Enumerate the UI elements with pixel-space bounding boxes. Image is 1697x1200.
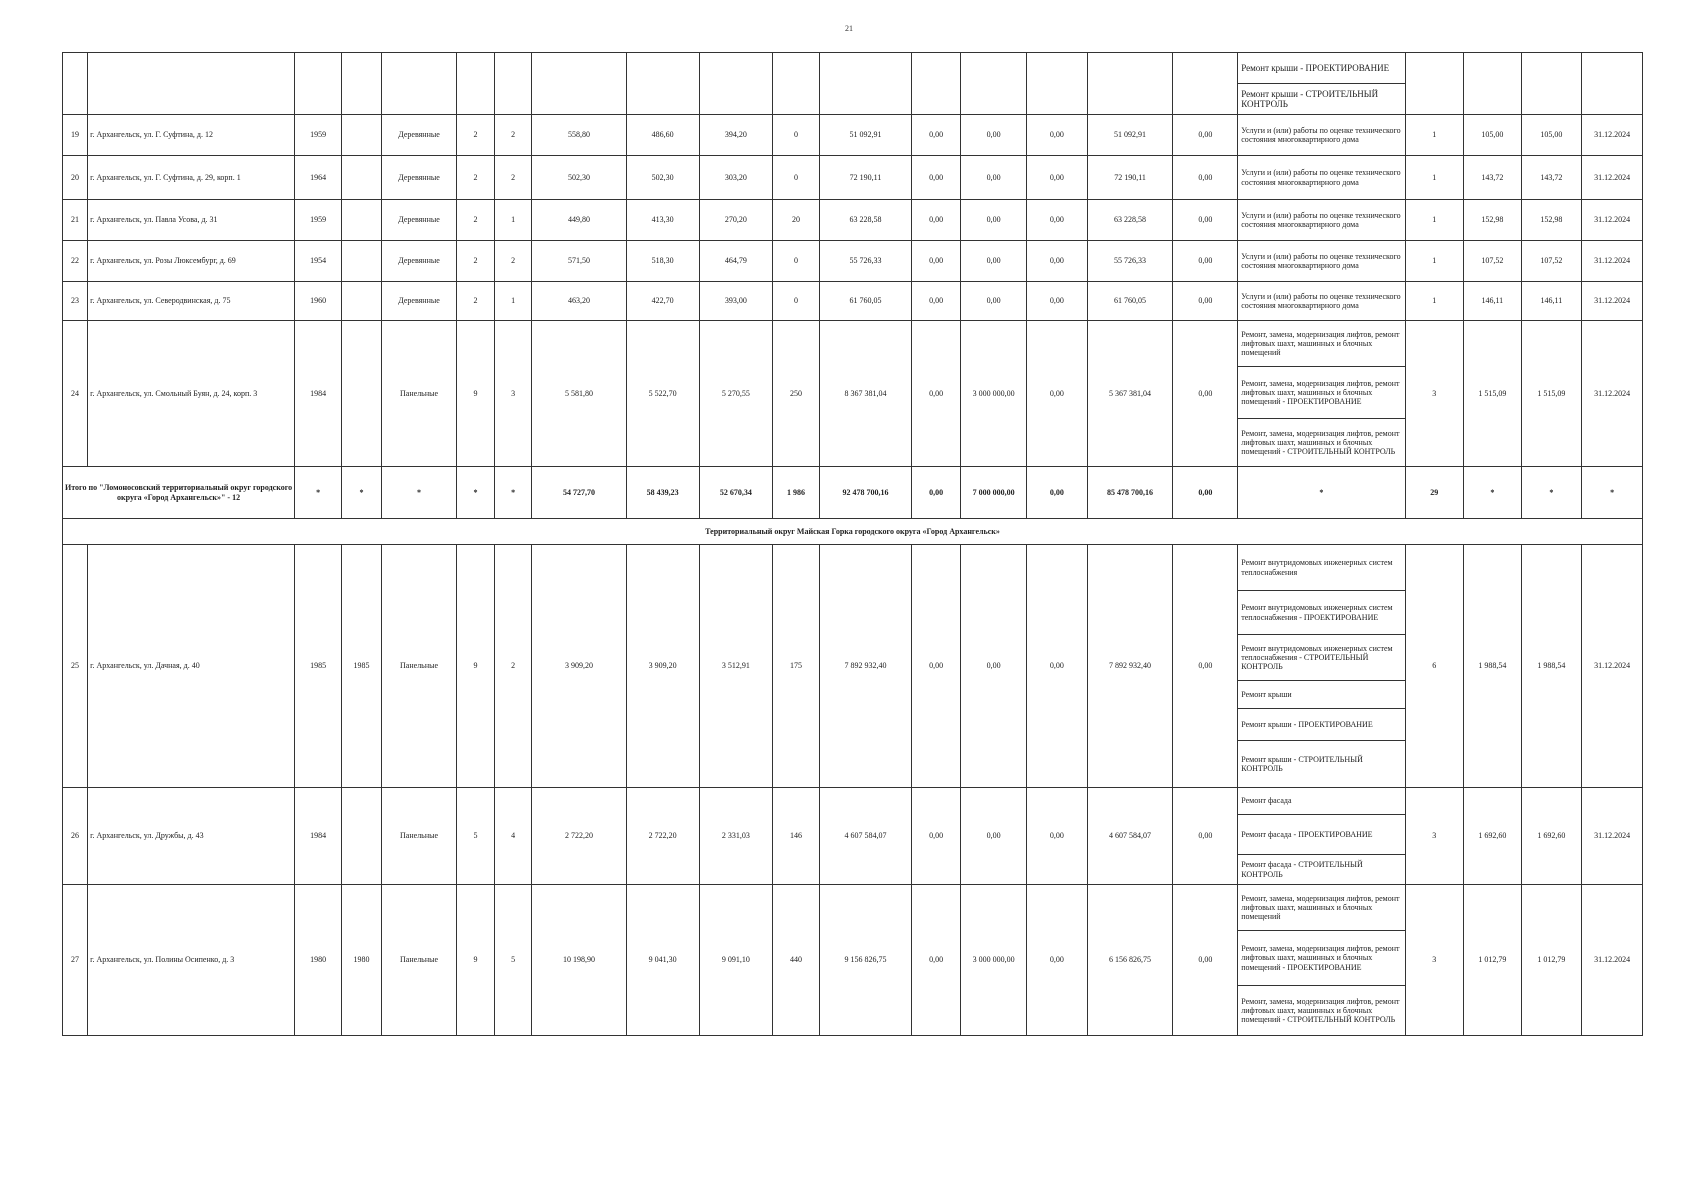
cell-end-date: 31.12.2024 xyxy=(1582,156,1643,200)
cell-limit-cost: 143,72 xyxy=(1521,156,1582,200)
cell-fund-local: 0,00 xyxy=(1027,321,1088,467)
work-item: Ремонт, замена, модернизация лифтов, ремонт лифтовых шахт, машинных и блочных помещений - ПРОЕКТИРОВАНИЕ xyxy=(1238,931,1404,986)
cell-fund-federal: 0,00 xyxy=(912,115,961,156)
work-item: Ремонт, замена, модернизация лифтов, ремонт лифтовых шахт, машинных и блочных помещений xyxy=(1238,885,1404,931)
cell-no: 20 xyxy=(63,156,88,200)
cell-fund-owners: 55 726,33 xyxy=(1087,241,1173,282)
cell-residents: 0 xyxy=(772,282,819,321)
cell-residents: 146 xyxy=(772,788,819,885)
cell-area-private: 9 091,10 xyxy=(699,885,772,1036)
total-works: * xyxy=(1238,467,1405,519)
cell-entrances: 1 xyxy=(494,282,532,321)
cell-end-date: 31.12.2024 xyxy=(1582,200,1643,241)
works-cell xyxy=(1238,321,1405,467)
cell-works-count: 3 xyxy=(1405,885,1464,1036)
cell-year-reconstructed xyxy=(342,282,382,321)
cell-no: 24 xyxy=(63,321,88,467)
cell-fund-federal: 0,00 xyxy=(912,156,961,200)
cell-cost-total: 51 092,91 xyxy=(820,115,912,156)
cell-fund-regional: 3 000 000,00 xyxy=(961,321,1027,467)
total-entrances: * xyxy=(494,467,532,519)
cell-area-private: 3 512,91 xyxy=(699,545,772,788)
cell-area-private: 2 331,03 xyxy=(699,788,772,885)
cell-no: 22 xyxy=(63,241,88,282)
total-specific-cost: * xyxy=(1464,467,1522,519)
page-number: 21 xyxy=(845,24,853,33)
cell-end-date: 31.12.2024 xyxy=(1582,115,1643,156)
cell-fund-owners: 6 156 826,75 xyxy=(1087,885,1173,1036)
section-title: Территориальный округ Майская Горка городского округа «Город Архангельск» xyxy=(63,519,1643,545)
cell-fund-federal: 0,00 xyxy=(912,282,961,321)
cell-area-total: 571,50 xyxy=(532,241,626,282)
cell-area-total: 463,20 xyxy=(532,282,626,321)
work-item: Ремонт, замена, модернизация лифтов, ремонт лифтовых шахт, машинных и блочных помещений - СТРОИТЕЛЬНЫЙ КОНТРОЛЬ xyxy=(1241,428,1400,457)
cell-fund-other: 0,00 xyxy=(1173,321,1238,467)
table-row xyxy=(63,321,1643,467)
cell-area-total: 10 198,90 xyxy=(532,885,626,1036)
works-cell xyxy=(1238,53,1405,115)
cell-floors: 2 xyxy=(457,156,495,200)
cell-fund-owners: 51 092,91 xyxy=(1087,115,1173,156)
cell-wall-material: Деревянные xyxy=(381,156,456,200)
cell-fund-owners: 63 228,58 xyxy=(1087,200,1173,241)
cell-area-residential: 518,30 xyxy=(626,241,699,282)
total-area-private: 52 670,34 xyxy=(699,467,772,519)
cell-address: г. Архангельск, ул. Розы Люксембург, д. 69 xyxy=(88,241,295,282)
cell-year-reconstructed: 1980 xyxy=(342,885,382,1036)
cell-wall-material: Панельные xyxy=(381,321,456,467)
cell-year-built: 1960 xyxy=(295,282,342,321)
cell-address: г. Архангельск, ул. Павла Усова, д. 31 xyxy=(88,200,295,241)
cell-area-private: 5 270,55 xyxy=(699,321,772,467)
cell-fund-federal: 0,00 xyxy=(912,241,961,282)
cell-fund-regional: 0,00 xyxy=(961,156,1027,200)
cell-works-count: 1 xyxy=(1405,200,1464,241)
cell-year-built: 1984 xyxy=(295,321,342,467)
table-row xyxy=(63,200,1643,241)
cell-residents: 440 xyxy=(772,885,819,1036)
cell-year-reconstructed xyxy=(342,788,382,885)
cell-entrances: 5 xyxy=(494,885,532,1036)
table-row xyxy=(63,545,1643,788)
cell-no: 23 xyxy=(63,282,88,321)
register-body xyxy=(63,53,1643,1036)
cell-works-count: 6 xyxy=(1405,545,1464,788)
cell-no: 25 xyxy=(63,545,88,788)
cell-area-residential: 3 909,20 xyxy=(626,545,699,788)
works-cell xyxy=(1238,788,1405,885)
cell-wall-material: Панельные xyxy=(381,788,456,885)
cell-year-built: 1954 xyxy=(295,241,342,282)
cell-fund-local: 0,00 xyxy=(1027,545,1088,788)
cell-fund-owners: 5 367 381,04 xyxy=(1087,321,1173,467)
work-item: Ремонт крыши xyxy=(1238,681,1404,709)
cell-fund-local: 0,00 xyxy=(1027,241,1088,282)
cell-works-count: 3 xyxy=(1405,321,1464,467)
total-wall-material: * xyxy=(381,467,456,519)
work-item: Ремонт фасада - ПРОЕКТИРОВАНИЕ xyxy=(1238,815,1404,855)
cell-cost-total: 7 892 932,40 xyxy=(820,545,912,788)
cell-address: г. Архангельск, ул. Г. Суфтина, д. 29, корп. 1 xyxy=(88,156,295,200)
cell-address: г. Архангельск, ул. Полины Осипенко, д. 3 xyxy=(88,885,295,1036)
cell-limit-cost: 105,00 xyxy=(1521,115,1582,156)
work-item: Ремонт, замена, модернизация лифтов, ремонт лифтовых шахт, машинных и блочных помещений - СТРОИТЕЛЬНЫЙ КОНТРОЛЬ xyxy=(1241,996,1400,1025)
cell-fund-other: 0,00 xyxy=(1173,788,1238,885)
cell-year-built: 1959 xyxy=(295,200,342,241)
cell-area-private: 464,79 xyxy=(699,241,772,282)
cell-specific-cost: 146,11 xyxy=(1464,282,1522,321)
cell-fund-owners: 72 190,11 xyxy=(1087,156,1173,200)
cell-area-total: 5 581,80 xyxy=(532,321,626,467)
cell-cost-total: 55 726,33 xyxy=(820,241,912,282)
cell-fund-local: 0,00 xyxy=(1027,156,1088,200)
cell-cost-total: 61 760,05 xyxy=(820,282,912,321)
cell-area-private: 393,00 xyxy=(699,282,772,321)
total-label: Итого по "Ломоносовский территориальный округ городского округа «Город Архангельск»" - 12 xyxy=(63,467,295,519)
cell-area-private: 394,20 xyxy=(699,115,772,156)
cell-year-built: 1985 xyxy=(295,545,342,788)
cell-fund-regional: 0,00 xyxy=(961,545,1027,788)
cell-cost-total: 9 156 826,75 xyxy=(820,885,912,1036)
work-item: Услуги и (или) работы по оценке технического состояния многоквартирного дома xyxy=(1241,251,1401,270)
cell-no: 19 xyxy=(63,115,88,156)
cell-specific-cost: 1 012,79 xyxy=(1464,885,1522,1036)
cell-wall-material: Деревянные xyxy=(381,115,456,156)
cell-limit-cost: 1 012,79 xyxy=(1521,885,1582,1036)
cell-fund-other: 0,00 xyxy=(1173,241,1238,282)
cell-cost-total: 63 228,58 xyxy=(820,200,912,241)
cell-fund-other: 0,00 xyxy=(1173,200,1238,241)
cell-floors: 9 xyxy=(457,885,495,1036)
cell-year-built: 1984 xyxy=(295,788,342,885)
works-cell xyxy=(1238,545,1405,788)
work-item: Ремонт внутридомовых инженерных систем теплоснабжения - ПРОЕКТИРОВАНИЕ xyxy=(1238,591,1404,635)
cell-limit-cost: 1 692,60 xyxy=(1521,788,1582,885)
total-row xyxy=(63,467,1643,519)
cell-limit-cost: 107,52 xyxy=(1521,241,1582,282)
work-item: Ремонт крыши - СТРОИТЕЛЬНЫЙ КОНТРОЛЬ xyxy=(1241,88,1379,109)
work-item: Услуги и (или) работы по оценке технического состояния многоквартирного дома xyxy=(1241,291,1401,310)
cell-cost-total: 8 367 381,04 xyxy=(820,321,912,467)
cell-fund-local: 0,00 xyxy=(1027,885,1088,1036)
works-cell xyxy=(1238,156,1405,200)
cell-fund-other: 0,00 xyxy=(1173,115,1238,156)
works-cell xyxy=(1238,200,1405,241)
cell-specific-cost: 107,52 xyxy=(1464,241,1522,282)
cell-works-count: 3 xyxy=(1405,788,1464,885)
cell-residents: 0 xyxy=(772,156,819,200)
cell-floors: 2 xyxy=(457,282,495,321)
total-year-reconstructed: * xyxy=(342,467,382,519)
cell-fund-federal: 0,00 xyxy=(912,545,961,788)
cell-area-total: 2 722,20 xyxy=(532,788,626,885)
cell-fund-owners: 7 892 932,40 xyxy=(1087,545,1173,788)
cell-residents: 175 xyxy=(772,545,819,788)
cell-fund-owners: 4 607 584,07 xyxy=(1087,788,1173,885)
cell-fund-regional: 3 000 000,00 xyxy=(961,885,1027,1036)
cell-entrances: 2 xyxy=(494,115,532,156)
cell-cost-total: 4 607 584,07 xyxy=(820,788,912,885)
table-row xyxy=(63,241,1643,282)
cell-works-count: 1 xyxy=(1405,115,1464,156)
work-item: Ремонт крыши - ПРОЕКТИРОВАНИЕ xyxy=(1238,53,1404,84)
cell-entrances: 2 xyxy=(494,545,532,788)
total-year-built: * xyxy=(295,467,342,519)
cell-specific-cost: 1 692,60 xyxy=(1464,788,1522,885)
cell-wall-material: Деревянные xyxy=(381,241,456,282)
table-row xyxy=(63,885,1643,1036)
cell-fund-other: 0,00 xyxy=(1173,545,1238,788)
cell-year-reconstructed xyxy=(342,115,382,156)
cell-address: г. Архангельск, ул. Г. Суфтина, д. 12 xyxy=(88,115,295,156)
cell-floors: 2 xyxy=(457,241,495,282)
cell-area-residential: 486,60 xyxy=(626,115,699,156)
work-item: Ремонт, замена, модернизация лифтов, ремонт лифтовых шахт, машинных и блочных помещений xyxy=(1238,321,1404,367)
cell-wall-material: Деревянные xyxy=(381,282,456,321)
cell-area-residential: 422,70 xyxy=(626,282,699,321)
total-floors: * xyxy=(457,467,495,519)
cell-fund-regional: 0,00 xyxy=(961,788,1027,885)
table-row xyxy=(63,156,1643,200)
total-end-date: * xyxy=(1582,467,1643,519)
cell-floors: 2 xyxy=(457,115,495,156)
work-item: Услуги и (или) работы по оценке технического состояния многоквартирного дома xyxy=(1241,125,1401,144)
cell-fund-regional: 0,00 xyxy=(961,115,1027,156)
cell-fund-other: 0,00 xyxy=(1173,885,1238,1036)
table-row xyxy=(63,115,1643,156)
work-item: Ремонт внутридомовых инженерных систем теплоснабжения xyxy=(1238,545,1404,591)
total-fund-local: 0,00 xyxy=(1027,467,1088,519)
cell-area-total: 502,30 xyxy=(532,156,626,200)
cell-fund-other: 0,00 xyxy=(1173,282,1238,321)
cell-limit-cost: 1 515,09 xyxy=(1521,321,1582,467)
work-item: Ремонт фасада - СТРОИТЕЛЬНЫЙ КОНТРОЛЬ xyxy=(1241,860,1363,879)
cell-fund-owners: 61 760,05 xyxy=(1087,282,1173,321)
cell-residents: 250 xyxy=(772,321,819,467)
cell-specific-cost: 143,72 xyxy=(1464,156,1522,200)
cell-no: 27 xyxy=(63,885,88,1036)
works-cell xyxy=(1238,241,1405,282)
cell-cost-total: 72 190,11 xyxy=(820,156,912,200)
cell-end-date: 31.12.2024 xyxy=(1582,788,1643,885)
work-item: Ремонт фасада xyxy=(1238,788,1404,815)
register-table xyxy=(62,52,1643,1036)
cell-area-residential: 413,30 xyxy=(626,200,699,241)
cell-fund-federal: 0,00 xyxy=(912,788,961,885)
works-cell xyxy=(1238,115,1405,156)
cell-end-date: 31.12.2024 xyxy=(1582,885,1643,1036)
cell-address: г. Архангельск, ул. Дружбы, д. 43 xyxy=(88,788,295,885)
cell-area-private: 303,20 xyxy=(699,156,772,200)
cell-specific-cost: 105,00 xyxy=(1464,115,1522,156)
cell-fund-local: 0,00 xyxy=(1027,115,1088,156)
total-cost-total: 92 478 700,16 xyxy=(820,467,912,519)
section-row xyxy=(63,519,1643,545)
cell-wall-material: Панельные xyxy=(381,885,456,1036)
total-area-total: 54 727,70 xyxy=(532,467,626,519)
cell-limit-cost: 146,11 xyxy=(1521,282,1582,321)
cell-works-count: 1 xyxy=(1405,156,1464,200)
cell-address: г. Архангельск, ул. Дачная, д. 40 xyxy=(88,545,295,788)
work-item: Ремонт, замена, модернизация лифтов, ремонт лифтовых шахт, машинных и блочных помещений - ПРОЕКТИРОВАНИЕ xyxy=(1238,367,1404,419)
works-cell xyxy=(1238,282,1405,321)
total-fund-other: 0,00 xyxy=(1173,467,1238,519)
cell-limit-cost: 152,98 xyxy=(1521,200,1582,241)
cell-fund-regional: 0,00 xyxy=(961,241,1027,282)
cell-fund-federal: 0,00 xyxy=(912,321,961,467)
cell-floors: 2 xyxy=(457,200,495,241)
cell-year-reconstructed: 1985 xyxy=(342,545,382,788)
cell-area-residential: 2 722,20 xyxy=(626,788,699,885)
cell-floors: 9 xyxy=(457,321,495,467)
cell-residents: 20 xyxy=(772,200,819,241)
cell-end-date: 31.12.2024 xyxy=(1582,241,1643,282)
cell-fund-regional: 0,00 xyxy=(961,200,1027,241)
work-item: Услуги и (или) работы по оценке технического состояния многоквартирного дома xyxy=(1241,168,1401,187)
cell-residents: 0 xyxy=(772,241,819,282)
work-item: Ремонт крыши - ПРОЕКТИРОВАНИЕ xyxy=(1238,709,1404,741)
cell-entrances: 2 xyxy=(494,241,532,282)
cell-address: г. Архангельск, ул. Смольный Буян, д. 24, корп. 3 xyxy=(88,321,295,467)
cell-wall-material: Деревянные xyxy=(381,200,456,241)
works-cell xyxy=(1238,885,1405,1036)
cell-fund-other: 0,00 xyxy=(1173,156,1238,200)
cell-year-built: 1980 xyxy=(295,885,342,1036)
cell-no: 21 xyxy=(63,200,88,241)
cell-specific-cost: 1 988,54 xyxy=(1464,545,1522,788)
cell-area-residential: 502,30 xyxy=(626,156,699,200)
cell-no: 26 xyxy=(63,788,88,885)
total-fund-federal: 0,00 xyxy=(912,467,961,519)
cell-limit-cost: 1 988,54 xyxy=(1521,545,1582,788)
cell-works-count: 1 xyxy=(1405,282,1464,321)
cell-fund-federal: 0,00 xyxy=(912,200,961,241)
table-row xyxy=(63,788,1643,885)
cell-wall-material: Панельные xyxy=(381,545,456,788)
total-area-residential: 58 439,23 xyxy=(626,467,699,519)
cell-year-built: 1964 xyxy=(295,156,342,200)
cell-year-reconstructed xyxy=(342,321,382,467)
cell-specific-cost: 1 515,09 xyxy=(1464,321,1522,467)
table-row xyxy=(63,53,1643,115)
cell-end-date: 31.12.2024 xyxy=(1582,321,1643,467)
total-residents: 1 986 xyxy=(772,467,819,519)
cell-residents: 0 xyxy=(772,115,819,156)
work-item: Ремонт внутридомовых инженерных систем теплоснабжения - СТРОИТЕЛЬНЫЙ КОНТРОЛЬ xyxy=(1238,635,1404,681)
work-item: Ремонт крыши - СТРОИТЕЛЬНЫЙ КОНТРОЛЬ xyxy=(1241,754,1363,773)
cell-entrances: 3 xyxy=(494,321,532,467)
cell-area-total: 3 909,20 xyxy=(532,545,626,788)
cell-fund-federal: 0,00 xyxy=(912,885,961,1036)
cell-floors: 9 xyxy=(457,545,495,788)
total-fund-regional: 7 000 000,00 xyxy=(961,467,1027,519)
cell-fund-local: 0,00 xyxy=(1027,200,1088,241)
total-fund-owners: 85 478 700,16 xyxy=(1087,467,1173,519)
table-row xyxy=(63,282,1643,321)
cell-fund-regional: 0,00 xyxy=(961,282,1027,321)
cell-year-built: 1959 xyxy=(295,115,342,156)
cell-address: г. Архангельск, ул. Северодвинская, д. 75 xyxy=(88,282,295,321)
cell-area-private: 270,20 xyxy=(699,200,772,241)
cell-floors: 5 xyxy=(457,788,495,885)
cell-fund-local: 0,00 xyxy=(1027,282,1088,321)
cell-end-date: 31.12.2024 xyxy=(1582,282,1643,321)
cell-year-reconstructed xyxy=(342,200,382,241)
cell-year-reconstructed xyxy=(342,241,382,282)
work-item: Услуги и (или) работы по оценке технического состояния многоквартирного дома xyxy=(1241,210,1401,229)
register-sheet xyxy=(62,52,1643,1036)
cell-area-total: 449,80 xyxy=(532,200,626,241)
cell-area-residential: 5 522,70 xyxy=(626,321,699,467)
cell-entrances: 2 xyxy=(494,156,532,200)
cell-works-count: 1 xyxy=(1405,241,1464,282)
cell-end-date: 31.12.2024 xyxy=(1582,545,1643,788)
cell-entrances: 1 xyxy=(494,200,532,241)
cell-entrances: 4 xyxy=(494,788,532,885)
total-limit-cost: * xyxy=(1521,467,1582,519)
cell-fund-local: 0,00 xyxy=(1027,788,1088,885)
total-works-count: 29 xyxy=(1405,467,1464,519)
cell-area-residential: 9 041,30 xyxy=(626,885,699,1036)
cell-specific-cost: 152,98 xyxy=(1464,200,1522,241)
cell-area-total: 558,80 xyxy=(532,115,626,156)
cell-year-reconstructed xyxy=(342,156,382,200)
